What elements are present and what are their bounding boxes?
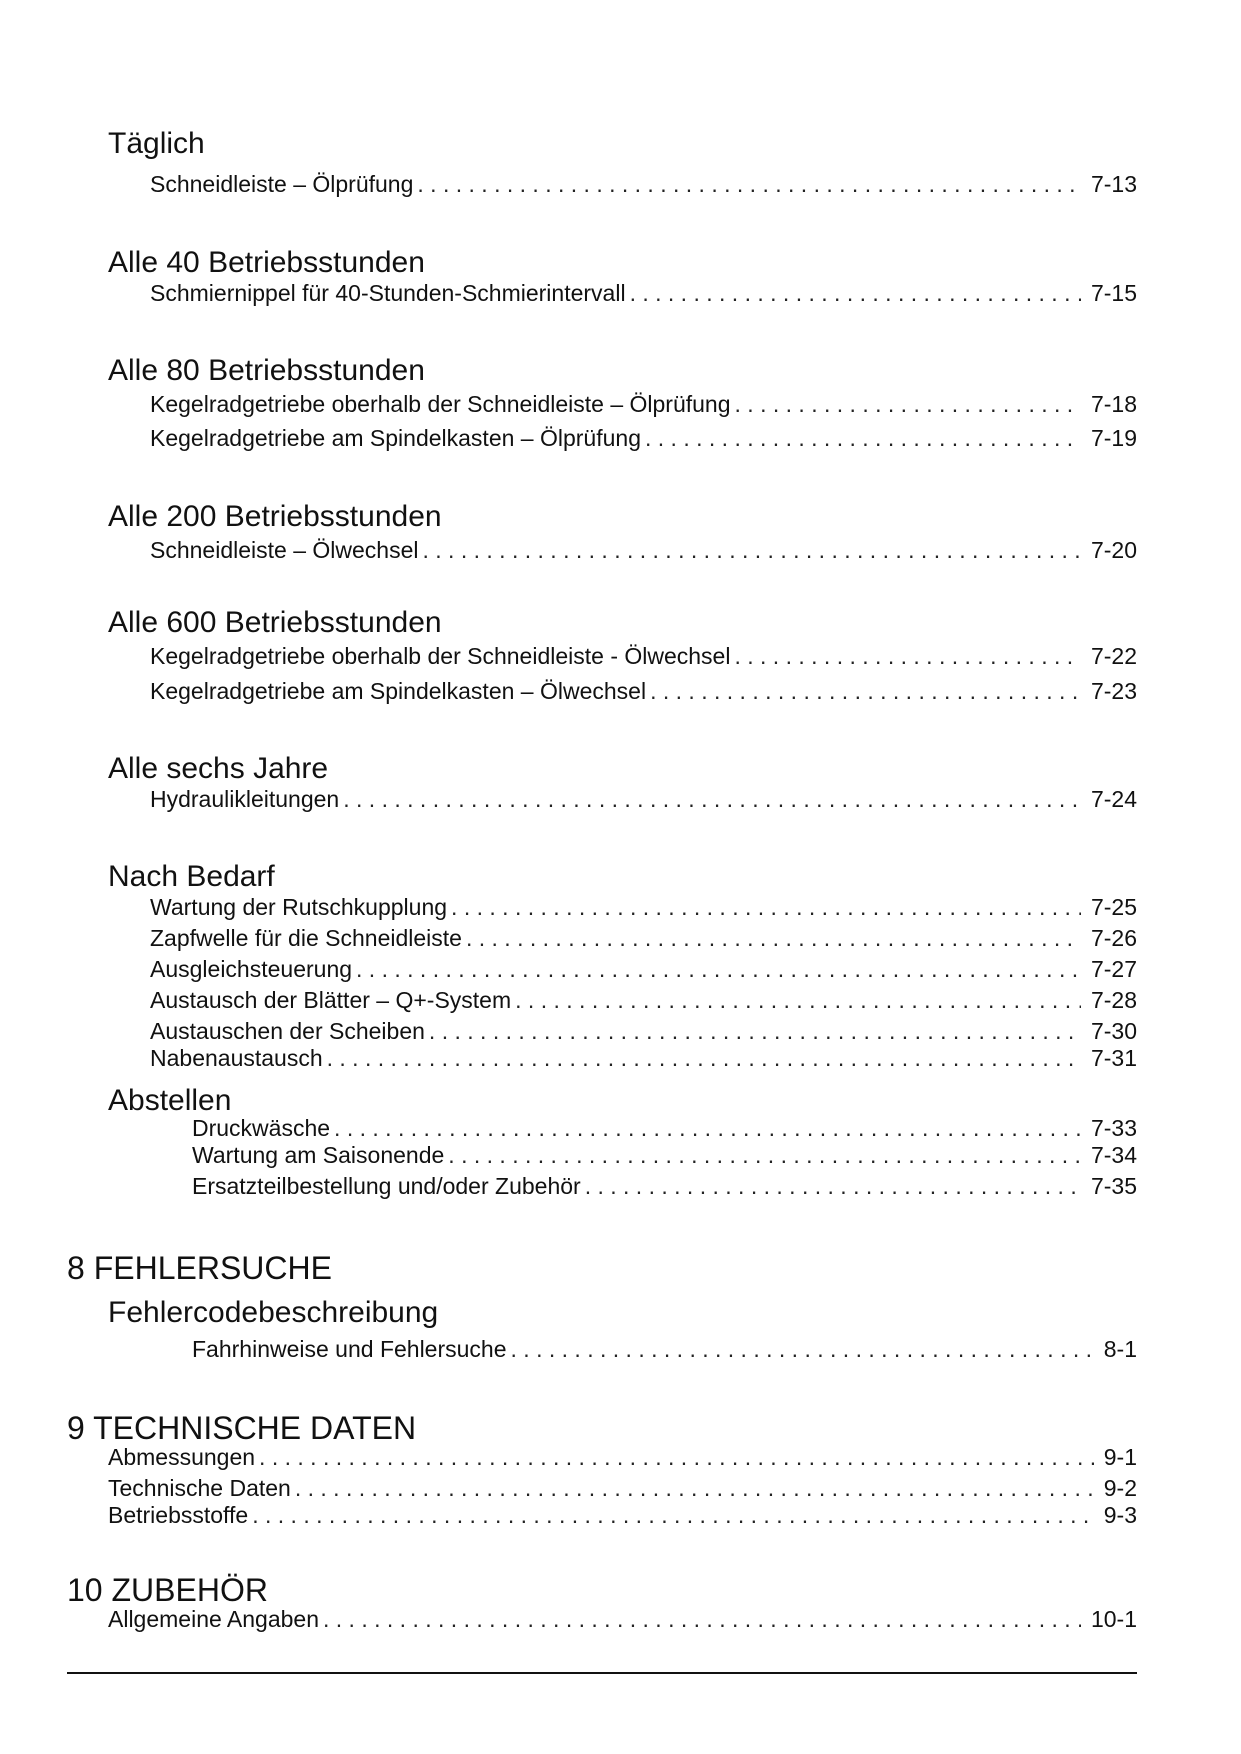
toc-entry-page: 7-23 <box>1090 678 1137 704</box>
toc-entry[interactable] <box>150 643 1137 670</box>
toc-entry-page: 9-3 <box>1103 1502 1137 1528</box>
chapter-title-zubehoer: 10 ZUBEHÖR <box>67 1572 268 1608</box>
toc-entry-label: Hydraulikleitungen <box>150 786 340 812</box>
toc-entry-label: Ausgleichsteuerung <box>150 956 353 982</box>
toc-entry-label: Wartung der Rutschkupplung <box>150 894 448 920</box>
section-heading-abstellen: Abstellen <box>108 1084 232 1117</box>
leader-dots <box>334 1115 1081 1142</box>
leader-dots <box>645 425 1081 452</box>
leader-dots <box>630 280 1081 307</box>
toc-entry-label: Wartung am Saisonende <box>192 1142 445 1168</box>
section-heading-600h: Alle 600 Betriebsstunden <box>108 606 442 639</box>
toc-entry[interactable] <box>150 987 1137 1014</box>
toc-entry[interactable] <box>150 391 1137 418</box>
toc-entry[interactable] <box>108 1606 1137 1633</box>
toc-entry-page: 9-1 <box>1103 1444 1137 1470</box>
toc-entry[interactable] <box>192 1142 1137 1169</box>
toc-entry-label: Technische Daten <box>108 1475 291 1501</box>
leader-dots <box>295 1475 1094 1502</box>
toc-entry-page: 7-27 <box>1090 956 1137 982</box>
leader-dots <box>650 678 1081 705</box>
leader-dots <box>259 1444 1094 1471</box>
toc-entry[interactable] <box>150 956 1137 983</box>
leader-dots <box>448 1142 1081 1169</box>
toc-entry[interactable] <box>150 894 1137 921</box>
toc-entry[interactable] <box>150 280 1137 307</box>
toc-entry-label: Austausch der Blätter – Q+-System <box>150 987 512 1013</box>
section-heading-sechs-jahre: Alle sechs Jahre <box>108 752 329 785</box>
toc-entry-page: 7-22 <box>1090 643 1137 669</box>
leader-dots <box>585 1173 1081 1200</box>
toc-entry[interactable] <box>150 1045 1137 1072</box>
toc-entry-page: 7-34 <box>1090 1142 1137 1168</box>
toc-entry-label: Druckwäsche <box>192 1115 331 1141</box>
toc-entry[interactable] <box>108 1502 1137 1529</box>
toc-entry[interactable] <box>150 678 1137 705</box>
toc-entry[interactable] <box>108 1444 1137 1471</box>
leader-dots <box>417 171 1081 198</box>
toc-entry-label: Betriebsstoffe <box>108 1502 249 1528</box>
toc-entry-page: 7-26 <box>1090 925 1137 951</box>
leader-dots <box>466 925 1081 952</box>
section-heading-fehlercodebeschreibung: Fehlercodebeschreibung <box>108 1296 439 1329</box>
toc-entry[interactable] <box>150 425 1137 452</box>
toc-entry[interactable] <box>150 786 1137 813</box>
toc-entry-label: Kegelradgetriebe oberhalb der Schneidleiste - Ölwechsel <box>150 643 731 669</box>
toc-entry-label: Zapfwelle für die Schneidleiste <box>150 925 462 951</box>
toc-entry[interactable] <box>192 1336 1137 1363</box>
section-heading-40h: Alle 40 Betriebsstunden <box>108 246 425 279</box>
leader-dots <box>343 786 1081 813</box>
section-heading-200h: Alle 200 Betriebsstunden <box>108 500 442 533</box>
toc-entry-label: Kegelradgetriebe am Spindelkasten – Ölwechsel <box>150 678 647 704</box>
toc-entry[interactable] <box>150 925 1137 952</box>
leader-dots <box>734 643 1080 670</box>
toc-entry-label: Austauschen der Scheiben <box>150 1018 425 1044</box>
toc-entry-page: 7-20 <box>1090 537 1137 563</box>
toc-entry-page: 7-28 <box>1090 987 1137 1013</box>
leader-dots <box>515 987 1081 1014</box>
leader-dots <box>323 1606 1081 1633</box>
toc-entry-page: 7-15 <box>1090 280 1137 306</box>
toc-entry[interactable] <box>150 1018 1137 1045</box>
leader-dots <box>735 391 1081 418</box>
section-heading-nach-bedarf: Nach Bedarf <box>108 860 275 893</box>
toc-entry-page: 7-24 <box>1090 786 1137 812</box>
toc-entry[interactable] <box>108 1475 1137 1502</box>
toc-entry-page: 7-33 <box>1090 1115 1137 1141</box>
footer-rule <box>67 1672 1137 1674</box>
leader-dots <box>327 1045 1081 1072</box>
toc-entry[interactable] <box>150 171 1137 198</box>
toc-entry-label: Allgemeine Angaben <box>108 1606 319 1632</box>
toc-entry-page: 7-31 <box>1090 1045 1137 1071</box>
toc-entry[interactable] <box>150 537 1137 564</box>
toc-entry-label: Nabenaustausch <box>150 1045 323 1071</box>
toc-entry-label: Kegelradgetriebe am Spindelkasten – Ölprüfung <box>150 425 641 451</box>
leader-dots <box>511 1336 1094 1363</box>
toc-entry-page: 7-13 <box>1090 171 1137 197</box>
leader-dots <box>252 1502 1094 1529</box>
toc-entry-label: Abmessungen <box>108 1444 256 1470</box>
chapter-title-fehlersuche: 8 FEHLERSUCHE <box>67 1250 332 1286</box>
toc-entry-page: 7-18 <box>1090 391 1137 417</box>
toc-entry-page: 8-1 <box>1103 1336 1137 1362</box>
toc-entry-page: 7-30 <box>1090 1018 1137 1044</box>
leader-dots <box>422 537 1080 564</box>
leader-dots <box>451 894 1081 921</box>
toc-entry-label: Kegelradgetriebe oberhalb der Schneidleiste – Ölprüfung <box>150 391 731 417</box>
section-heading-taeglich: Täglich <box>108 127 205 160</box>
toc-entry[interactable] <box>192 1115 1137 1142</box>
toc-entry-page: 9-2 <box>1103 1475 1137 1501</box>
toc-entry-page: 7-25 <box>1090 894 1137 920</box>
leader-dots <box>429 1018 1081 1045</box>
toc-entry-label: Fahrhinweise und Fehlersuche <box>192 1336 507 1362</box>
toc-entry-label: Ersatzteilbestellung und/oder Zubehör <box>192 1173 581 1199</box>
chapter-title-technische-daten: 9 TECHNISCHE DATEN <box>67 1410 417 1446</box>
toc-entry-page: 7-19 <box>1090 425 1137 451</box>
toc-entry-label: Schneidleiste – Ölprüfung <box>150 171 414 197</box>
toc-entry-page: 7-35 <box>1090 1173 1137 1199</box>
toc-entry-label: Schneidleiste – Ölwechsel <box>150 537 419 563</box>
toc-entry-label: Schmiernippel für 40-Stunden-Schmierintervall <box>150 280 626 306</box>
leader-dots <box>356 956 1081 983</box>
toc-entry-page: 10-1 <box>1090 1606 1137 1632</box>
section-heading-80h: Alle 80 Betriebsstunden <box>108 354 425 387</box>
toc-entry[interactable] <box>192 1173 1137 1200</box>
